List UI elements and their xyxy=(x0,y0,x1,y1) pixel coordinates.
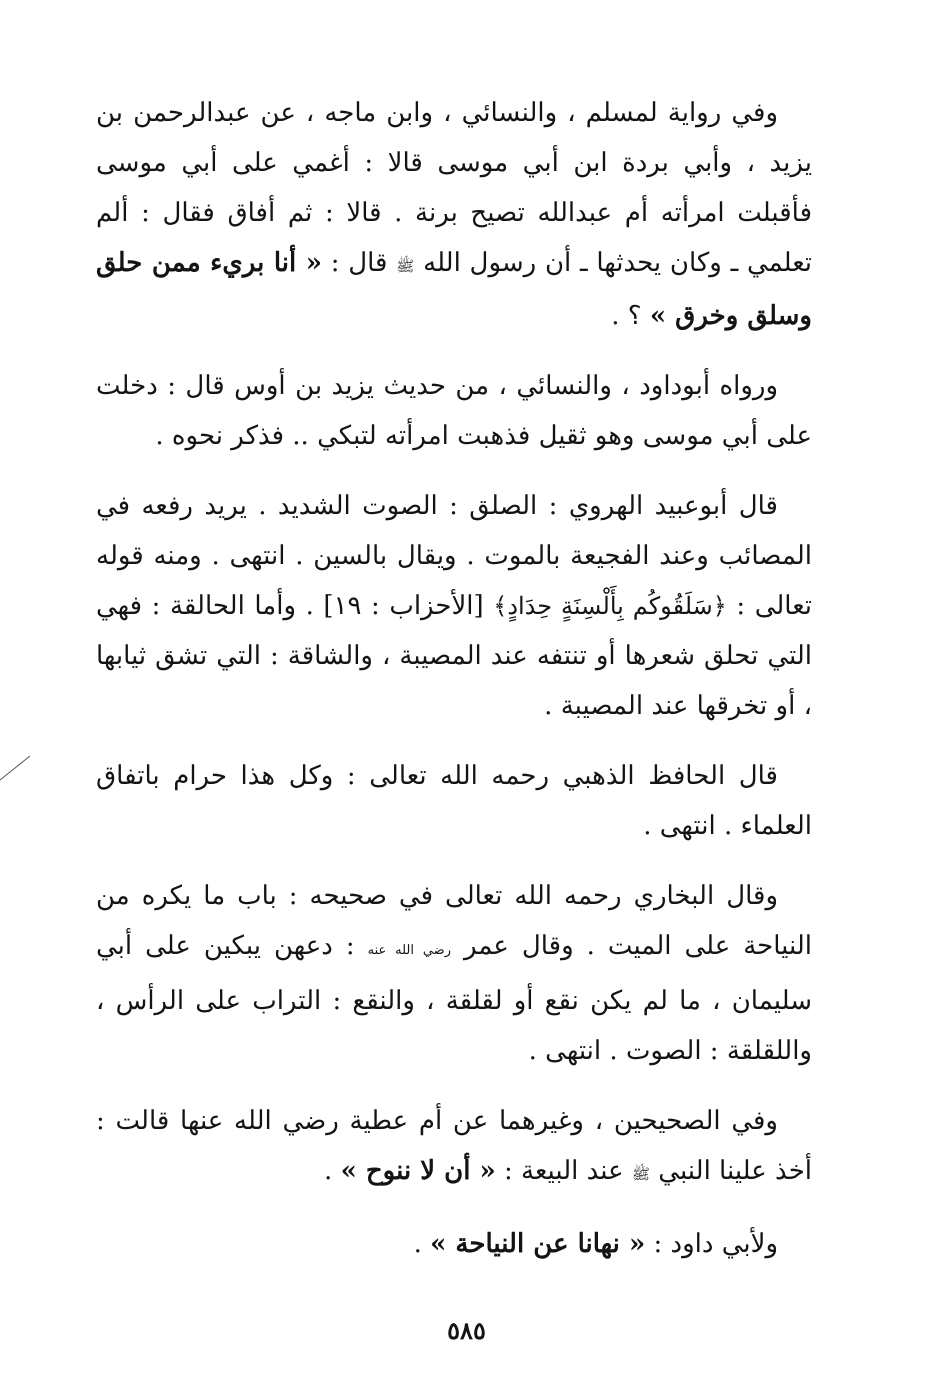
hadith-quote: « نهانا عن النياحة » xyxy=(430,1229,646,1259)
text: . xyxy=(413,1229,422,1259)
scan-edge-mark xyxy=(0,752,40,782)
salla-symbol: ﷺ xyxy=(631,1165,651,1183)
salla-symbol: ﷺ xyxy=(396,257,415,275)
page-body xyxy=(96,88,812,1289)
page-number: ٥٨٥ xyxy=(447,1316,486,1345)
paragraph-muslim-narration xyxy=(96,88,812,341)
text: قال أبوعبيد الهروي : الصلق : الصوت الشديد . يريد رفعه في المصائب وعند الفجيعة بالموت . ويقال بالسين . انتهى . ومنه قوله تعالى : xyxy=(96,491,813,621)
text: : دعهن يبكين على أبي سليمان ، ما لم يكن نقع أو لقلقة ، والنقع : التراب على الرأس ، واللقلقة : الصوت . انتهى . xyxy=(96,931,812,1066)
text: . xyxy=(324,1156,333,1186)
text: ورواه أبوداود ، والنسائي ، من حديث يزيد بن أوس قال : دخلت على أبي موسى وهو ثقيل فذهبت امرأته لتبكي .. فذكر نحوه . xyxy=(96,371,812,451)
text: ؟ . xyxy=(611,301,642,331)
text: وفي رواية لمسلم ، والنسائي ، وابن ماجه ، عن عبدالرحمن بن يزيد ، وأبي بردة ابن أبي موسى قالا : أغمي على أبي موسى فأقبلت امرأته أم عبدالله تصيح برنة . قالا : ثم أفاق فقال : ألم تعلمي ـ وكان يحدثها ـ أن رسول الله xyxy=(96,98,813,278)
paragraph-abu-dawud-2 xyxy=(96,1219,812,1269)
text: ولأبي داود : xyxy=(653,1229,778,1259)
paragraph-abu-dawud xyxy=(96,361,812,461)
text: عند البيعة : xyxy=(504,1156,624,1186)
quran-verse: ﴿سَلَقُوكُم بِأَلْسِنَةٍ حِدَادٍ﴾ xyxy=(493,592,727,620)
hadith-quote: « أنا بريء ممن حلق وسلق وخرق » xyxy=(96,248,812,331)
text: وفي الصحيحين ، وغيرهما عن أم عطية رضي الله عنها قالت : أخذ علينا النبي xyxy=(96,1106,812,1186)
text: وقال البخاري رحمه الله تعالى في صحيحه : باب ما يكره من النياحة على الميت . وقال عمر xyxy=(96,881,813,961)
paragraph-sahihayn xyxy=(96,1096,812,1199)
hadith-quote: « أن لا ننوح » xyxy=(340,1156,496,1186)
radiya-symbol: رضي الله عنه xyxy=(367,943,451,958)
paragraph-harawi xyxy=(96,481,812,731)
text: قال الحافظ الذهبي رحمه الله تعالى : وكل هذا حرام باتفاق العلماء . انتهى . xyxy=(96,761,812,841)
text: [الأحزاب : ١٩] . وأما الحالقة : فهي التي تحلق شعرها أو تنتفه عند المصيبة ، والشاقة : التي تشق ثيابها ، أو تخرقها عند المصيبة . xyxy=(96,591,812,721)
paragraph-bukhari xyxy=(96,871,812,1076)
paragraph-dhahabi xyxy=(96,751,812,851)
text: قال : xyxy=(330,248,388,278)
